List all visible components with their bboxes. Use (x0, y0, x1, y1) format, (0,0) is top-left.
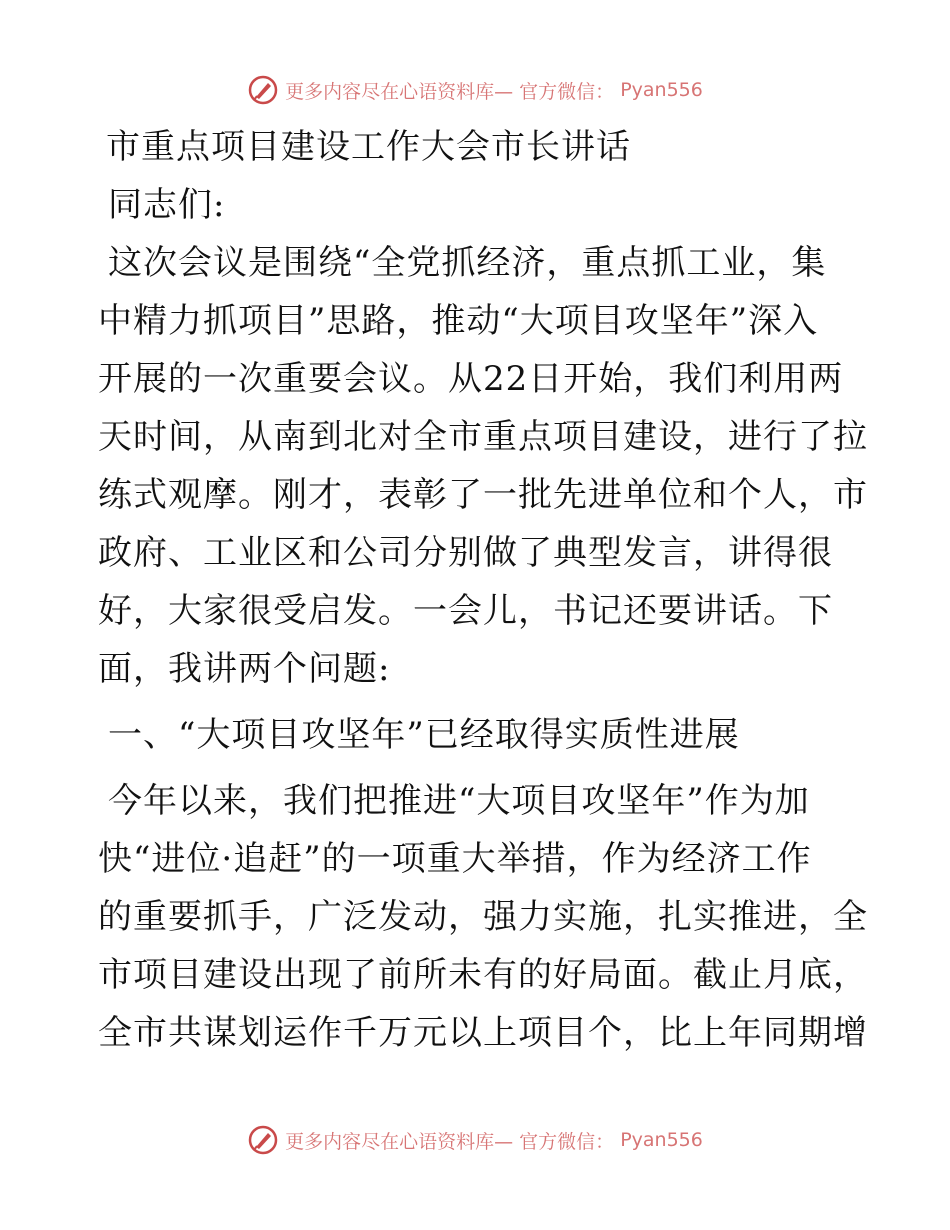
paragraph-line: 练式观摩。刚才，表彰了一批先进单位和个人，市 (98, 475, 868, 515)
paragraph-2 (98, 772, 868, 1062)
watermark-official: 官方微信： (519, 80, 615, 103)
watermark-official: 官方微信： (519, 1130, 615, 1153)
document-body (98, 118, 868, 1062)
paragraph-line: 市项目建设出现了前所未有的好局面。截止月底， (98, 955, 868, 995)
paragraph-line: 这次会议是围绕“全党抓经济，重点抓工业，集 (108, 243, 827, 283)
greeting: 同志们: (108, 185, 226, 225)
paragraph-line: 好，大家很受启发。一会儿，书记还要讲话。下 (98, 591, 833, 631)
section-heading-1: 一、“大项目攻坚年”已经取得实质性进展 (108, 715, 740, 755)
paragraph-line: 面，我讲两个问题: (98, 649, 391, 689)
paragraph-line: 的重要抓手，广泛发动，强力实施，扎实推进，全 (98, 897, 868, 937)
paragraph-line: 政府、工业区和公司分别做了典型发言，讲得很 (98, 533, 833, 573)
watermark-text: 更多内容尽在心语资料库— (285, 1130, 514, 1153)
paragraph-line: 天时间，从南到北对全市重点项目建设，进行了拉 (98, 417, 868, 457)
quill-logo-icon (247, 1124, 279, 1156)
watermark-header (0, 74, 950, 106)
paragraph-line: 快“进位·追赶”的一项重大举措，作为经济工作 (98, 839, 812, 879)
paragraph-line: 今年以来，我们把推进“大项目攻坚年”作为加 (108, 781, 810, 821)
watermark-id: Pyan556 (620, 1129, 703, 1151)
paragraph-line: 全市共谋划运作千万元以上项目个，比上年同期增 (98, 1013, 868, 1053)
paragraph-line: 中精力抓项目”思路，推动“大项目攻坚年”深入 (98, 301, 819, 341)
paragraph-line: 开展的一次重要会议。从22日开始，我们利用两 (98, 359, 844, 399)
watermark-id: Pyan556 (620, 79, 703, 101)
paragraph-1 (98, 234, 868, 698)
document-title: 市重点项目建设工作大会市长讲话 (106, 127, 631, 167)
quill-logo-icon (247, 74, 279, 106)
watermark-footer (0, 1124, 950, 1156)
watermark-text: 更多内容尽在心语资料库— (285, 80, 514, 103)
